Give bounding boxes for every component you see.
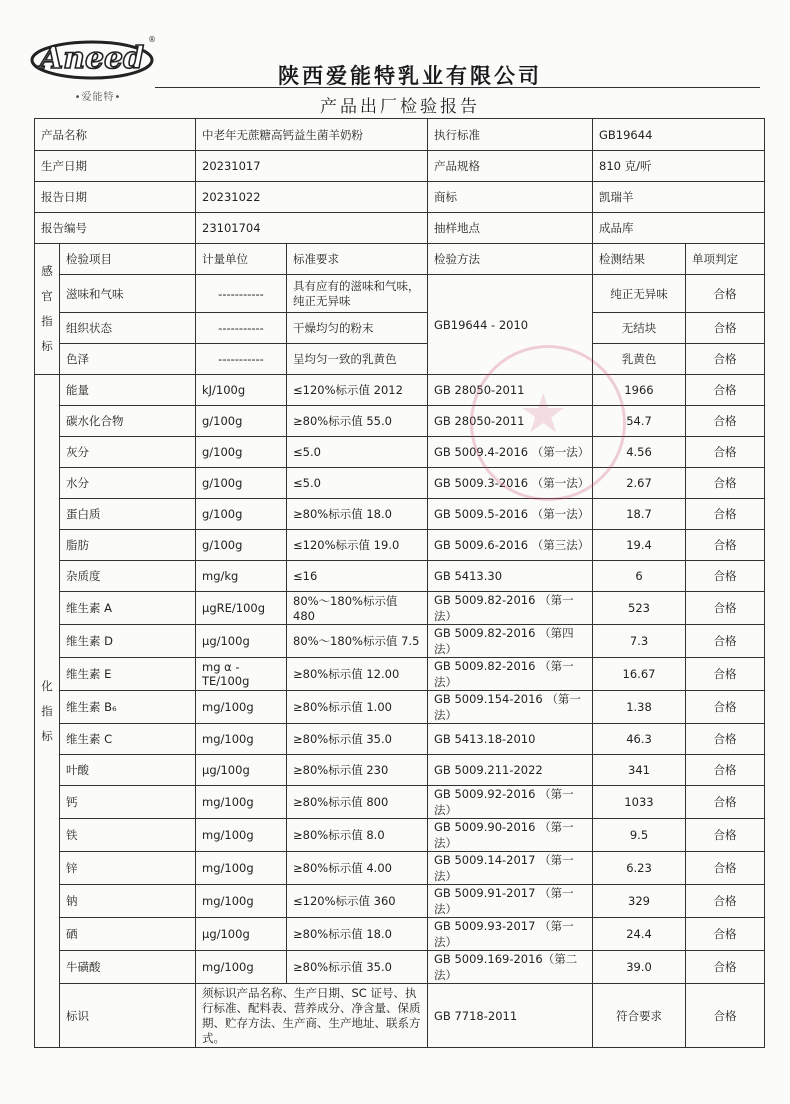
result: 纯正无异味 bbox=[593, 275, 686, 313]
unit: mg/100g bbox=[196, 819, 287, 852]
verdict: 合格 bbox=[686, 755, 765, 786]
result: 无结块 bbox=[593, 313, 686, 344]
requirement: ≥80%标示值 55.0 bbox=[287, 406, 428, 437]
group-char: 指 bbox=[41, 314, 53, 328]
chemical-row bbox=[35, 437, 765, 468]
item-name: 锌 bbox=[60, 852, 196, 885]
requirement: ≥80%标示值 35.0 bbox=[287, 724, 428, 755]
verdict: 合格 bbox=[686, 951, 765, 984]
group-char: 化 bbox=[41, 678, 53, 693]
header-requirement: 标准要求 bbox=[287, 244, 428, 275]
sensory-row bbox=[35, 344, 765, 375]
spec-value: 810 克/听 bbox=[593, 151, 765, 182]
prod-date-value: 20231017 bbox=[196, 151, 428, 182]
result: 54.7 bbox=[593, 406, 686, 437]
result: 46.3 bbox=[593, 724, 686, 755]
unit: g/100g bbox=[196, 530, 287, 561]
item-name: 滋味和气味 bbox=[60, 275, 196, 313]
requirement: ≤120%标示值 360 bbox=[287, 885, 428, 918]
requirement: ≥80%标示值 8.0 bbox=[287, 819, 428, 852]
chemical-group-label bbox=[35, 375, 60, 1048]
svg-text:Aneed: Aneed bbox=[39, 41, 145, 76]
requirement: 80%～180%标示值 480 bbox=[287, 592, 428, 625]
info-row bbox=[35, 182, 765, 213]
result: 19.4 bbox=[593, 530, 686, 561]
result: 7.3 bbox=[593, 625, 686, 658]
unit: mg/100g bbox=[196, 951, 287, 984]
item-name: 钙 bbox=[60, 786, 196, 819]
chemical-rows bbox=[35, 375, 765, 1048]
verdict: 合格 bbox=[686, 437, 765, 468]
sensory-row bbox=[35, 275, 765, 313]
unit: mg/100g bbox=[196, 724, 287, 755]
standard-label: 执行标准 bbox=[428, 119, 593, 151]
verdict: 合格 bbox=[686, 592, 765, 625]
header-result: 检测结果 bbox=[593, 244, 686, 275]
verdict: 合格 bbox=[686, 691, 765, 724]
verdict: 合格 bbox=[686, 984, 765, 1048]
header-item: 检验项目 bbox=[60, 244, 196, 275]
prod-date-label: 生产日期 bbox=[35, 151, 196, 182]
unit: μg/100g bbox=[196, 755, 287, 786]
item-name: 组织状态 bbox=[60, 313, 196, 344]
group-char: 指 bbox=[41, 703, 53, 718]
method: GB 28050-2011 bbox=[428, 406, 593, 437]
method: GB 5009.93-2017 （第一法） bbox=[428, 918, 593, 951]
requirement: ≥80%标示值 35.0 bbox=[287, 951, 428, 984]
result: 乳黄色 bbox=[593, 344, 686, 375]
verdict: 合格 bbox=[686, 275, 765, 313]
method: GB 5009.14-2017 （第一法） bbox=[428, 852, 593, 885]
requirement: ≥80%标示值 18.0 bbox=[287, 499, 428, 530]
info-row bbox=[35, 213, 765, 244]
result: 18.7 bbox=[593, 499, 686, 530]
requirement: ≥80%标示值 800 bbox=[287, 786, 428, 819]
item-name: 维生素 E bbox=[60, 658, 196, 691]
requirement: 干燥均匀的粉末 bbox=[287, 313, 428, 344]
requirement: 80%～180%标示值 7.5 bbox=[287, 625, 428, 658]
result: 1033 bbox=[593, 786, 686, 819]
company-seal: ★ bbox=[470, 345, 626, 501]
requirement: ≤120%标示值 2012 bbox=[287, 375, 428, 406]
result: 符合要求 bbox=[593, 984, 686, 1048]
verdict: 合格 bbox=[686, 852, 765, 885]
chemical-row bbox=[35, 561, 765, 592]
item-name: 牛磺酸 bbox=[60, 951, 196, 984]
item-name: 能量 bbox=[60, 375, 196, 406]
item-name: 碳水化合物 bbox=[60, 406, 196, 437]
info-row bbox=[35, 119, 765, 151]
company-logo bbox=[28, 28, 156, 106]
item-name: 铁 bbox=[60, 819, 196, 852]
report-no-value: 23101704 bbox=[196, 213, 428, 244]
method: GB 5009.5-2016 （第一法） bbox=[428, 499, 593, 530]
requirement: ≥80%标示值 230 bbox=[287, 755, 428, 786]
requirement: ≥80%标示值 18.0 bbox=[287, 918, 428, 951]
result: 16.67 bbox=[593, 658, 686, 691]
inspection-table bbox=[34, 118, 765, 1048]
requirement: 呈均匀一致的乳黄色 bbox=[287, 344, 428, 375]
group-char: 感 bbox=[41, 264, 53, 278]
brand-value: 凯瑞羊 bbox=[593, 182, 765, 213]
chemical-row bbox=[35, 951, 765, 984]
header-method: 检验方法 bbox=[428, 244, 593, 275]
item-name: 维生素 C bbox=[60, 724, 196, 755]
chemical-row bbox=[35, 819, 765, 852]
company-name: 陕西爱能特乳业有限公司 bbox=[278, 63, 542, 88]
method: GB 5009.92-2016 （第一法） bbox=[428, 786, 593, 819]
requirement: 须标识产品名称、生产日期、SC 证号、执行标准、配料表、营养成分、净含量、保质期、贮存方法、生产商、生产地址、联系方式。 bbox=[196, 984, 428, 1048]
method: GB 5009.3-2016 （第一法） bbox=[428, 468, 593, 499]
requirement: ≥80%标示值 12.00 bbox=[287, 658, 428, 691]
method: GB 5009.4-2016 （第一法） bbox=[428, 437, 593, 468]
verdict: 合格 bbox=[686, 530, 765, 561]
result: 523 bbox=[593, 592, 686, 625]
requirement: ≤5.0 bbox=[287, 468, 428, 499]
chemical-row bbox=[35, 468, 765, 499]
verdict: 合格 bbox=[686, 313, 765, 344]
requirement: ≥80%标示值 1.00 bbox=[287, 691, 428, 724]
unit: mg/100g bbox=[196, 786, 287, 819]
chemical-row bbox=[35, 375, 765, 406]
unit: g/100g bbox=[196, 468, 287, 499]
verdict: 合格 bbox=[686, 786, 765, 819]
chemical-row bbox=[35, 852, 765, 885]
method: GB 5009.211-2022 bbox=[428, 755, 593, 786]
spec-label: 产品规格 bbox=[428, 151, 593, 182]
item-name: 硒 bbox=[60, 918, 196, 951]
requirement: ≥80%标示值 4.00 bbox=[287, 852, 428, 885]
sample-label: 抽样地点 bbox=[428, 213, 593, 244]
unit: mg/100g bbox=[196, 885, 287, 918]
unit: ----------- bbox=[196, 313, 287, 344]
item-name: 钠 bbox=[60, 885, 196, 918]
unit: ----------- bbox=[196, 344, 287, 375]
aneed-logo-mark bbox=[28, 28, 156, 90]
item-name: 标识 bbox=[60, 984, 196, 1048]
item-name: 灰分 bbox=[60, 437, 196, 468]
chemical-row bbox=[35, 592, 765, 625]
report-date-label: 报告日期 bbox=[35, 182, 196, 213]
chemical-row bbox=[35, 406, 765, 437]
column-header-row bbox=[35, 244, 765, 275]
unit: ----------- bbox=[196, 275, 287, 313]
item-name: 蛋白质 bbox=[60, 499, 196, 530]
sensory-group-label bbox=[35, 244, 60, 375]
chemical-row bbox=[35, 885, 765, 918]
result: 6.23 bbox=[593, 852, 686, 885]
method: GB 5009.82-2016 （第一法） bbox=[428, 658, 593, 691]
svg-text:®: ® bbox=[148, 35, 156, 44]
method: GB 7718-2011 bbox=[428, 984, 593, 1048]
chemical-row bbox=[35, 724, 765, 755]
group-char: 标 bbox=[41, 728, 53, 743]
method: GB 5009.154-2016 （第一法） bbox=[428, 691, 593, 724]
item-name: 维生素 A bbox=[60, 592, 196, 625]
report-no-label: 报告编号 bbox=[35, 213, 196, 244]
header-verdict: 单项判定 bbox=[686, 244, 765, 275]
verdict: 合格 bbox=[686, 468, 765, 499]
method: GB19644 - 2010 bbox=[428, 275, 593, 375]
verdict: 合格 bbox=[686, 375, 765, 406]
requirement: 具有应有的滋味和气味，纯正无异味 bbox=[287, 275, 428, 313]
method: GB 5413.18-2010 bbox=[428, 724, 593, 755]
result: 329 bbox=[593, 885, 686, 918]
method: GB 5413.30 bbox=[428, 561, 593, 592]
result: 6 bbox=[593, 561, 686, 592]
info-row bbox=[35, 151, 765, 182]
unit: μg/100g bbox=[196, 918, 287, 951]
item-name: 维生素 D bbox=[60, 625, 196, 658]
item-name: 叶酸 bbox=[60, 755, 196, 786]
result: 39.0 bbox=[593, 951, 686, 984]
unit: μg/100g bbox=[196, 625, 287, 658]
sample-value: 成品库 bbox=[593, 213, 765, 244]
chemical-row bbox=[35, 755, 765, 786]
unit: μgRE/100g bbox=[196, 592, 287, 625]
chemical-row bbox=[35, 918, 765, 951]
verdict: 合格 bbox=[686, 658, 765, 691]
result: 2.67 bbox=[593, 468, 686, 499]
method: GB 28050-2011 bbox=[428, 375, 593, 406]
item-name: 色泽 bbox=[60, 344, 196, 375]
header-divider bbox=[155, 87, 760, 88]
method: GB 5009.82-2016 （第一法） bbox=[428, 592, 593, 625]
result: 341 bbox=[593, 755, 686, 786]
requirement: ≤16 bbox=[287, 561, 428, 592]
method: GB 5009.82-2016 （第四法） bbox=[428, 625, 593, 658]
method: GB 5009.91-2017 （第一法） bbox=[428, 885, 593, 918]
requirement: ≤5.0 bbox=[287, 437, 428, 468]
group-char: 标 bbox=[41, 339, 53, 353]
unit: mg/100g bbox=[196, 852, 287, 885]
chemical-row bbox=[35, 530, 765, 561]
chemical-row bbox=[35, 625, 765, 658]
item-name: 水分 bbox=[60, 468, 196, 499]
verdict: 合格 bbox=[686, 561, 765, 592]
unit: g/100g bbox=[196, 406, 287, 437]
verdict: 合格 bbox=[686, 724, 765, 755]
method: GB 5009.90-2016 （第一法） bbox=[428, 819, 593, 852]
verdict: 合格 bbox=[686, 885, 765, 918]
item-name: 脂肪 bbox=[60, 530, 196, 561]
report-title: 产品出厂检验报告 bbox=[320, 97, 480, 117]
chemical-row bbox=[35, 786, 765, 819]
brand-label: 商标 bbox=[428, 182, 593, 213]
label-row bbox=[35, 984, 765, 1048]
report-date-value: 20231022 bbox=[196, 182, 428, 213]
unit: g/100g bbox=[196, 499, 287, 530]
unit: kJ/100g bbox=[196, 375, 287, 406]
product-name-value: 中老年无蔗糖高钙益生菌羊奶粉 bbox=[196, 119, 428, 151]
method: GB 5009.169-2016（第二法） bbox=[428, 951, 593, 984]
verdict: 合格 bbox=[686, 406, 765, 437]
item-name: 杂质度 bbox=[60, 561, 196, 592]
unit: mg/kg bbox=[196, 561, 287, 592]
result: 1.38 bbox=[593, 691, 686, 724]
chemical-row bbox=[35, 499, 765, 530]
item-name: 维生素 B₆ bbox=[60, 691, 196, 724]
standard-value: GB19644 bbox=[593, 119, 765, 151]
chemical-row bbox=[35, 658, 765, 691]
unit: mg α -TE/100g bbox=[196, 658, 287, 691]
result: 4.56 bbox=[593, 437, 686, 468]
group-char: 官 bbox=[41, 289, 53, 303]
result: 1966 bbox=[593, 375, 686, 406]
verdict: 合格 bbox=[686, 625, 765, 658]
verdict: 合格 bbox=[686, 819, 765, 852]
method: GB 5009.6-2016 （第三法） bbox=[428, 530, 593, 561]
header-unit: 计量单位 bbox=[196, 244, 287, 275]
unit: mg/100g bbox=[196, 691, 287, 724]
sensory-row bbox=[35, 313, 765, 344]
unit: g/100g bbox=[196, 437, 287, 468]
product-name-label: 产品名称 bbox=[35, 119, 196, 151]
logo-subtitle: •爱能特• bbox=[74, 92, 122, 103]
chemical-row bbox=[35, 691, 765, 724]
verdict: 合格 bbox=[686, 499, 765, 530]
result: 24.4 bbox=[593, 918, 686, 951]
verdict: 合格 bbox=[686, 918, 765, 951]
verdict: 合格 bbox=[686, 344, 765, 375]
result: 9.5 bbox=[593, 819, 686, 852]
requirement: ≤120%标示值 19.0 bbox=[287, 530, 428, 561]
